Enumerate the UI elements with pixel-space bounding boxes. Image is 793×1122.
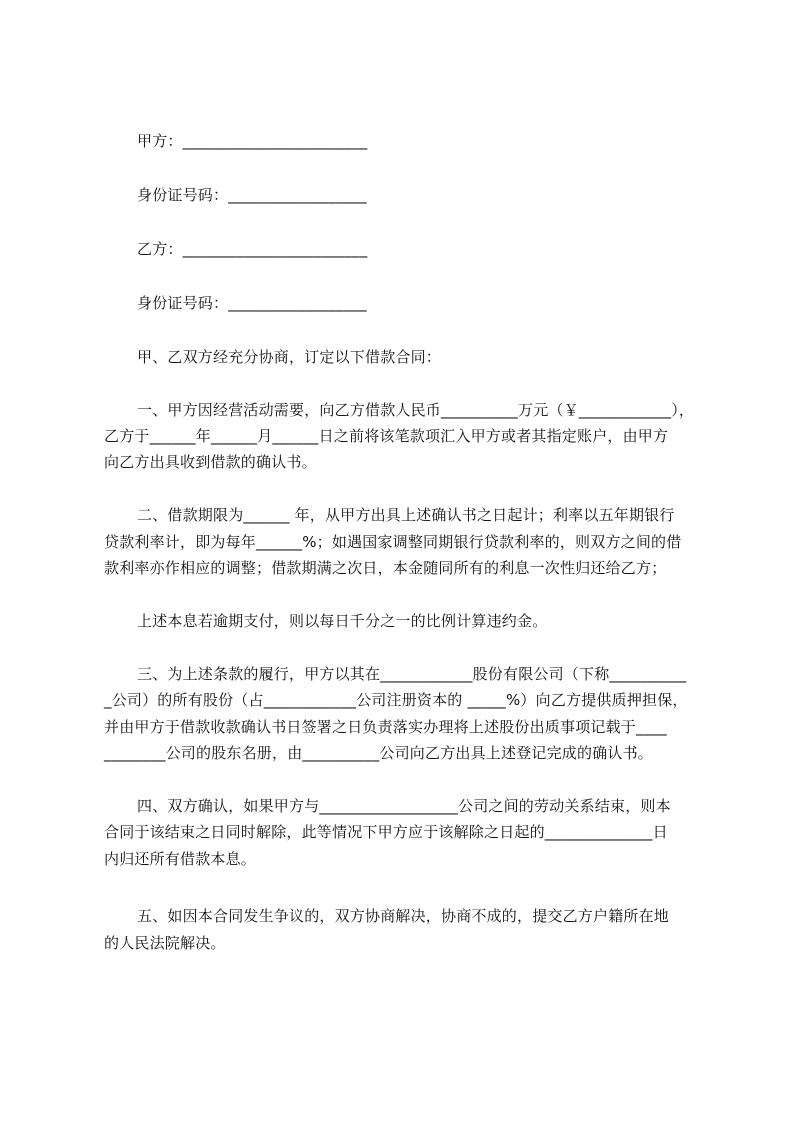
clause-4-line-2: 合同于该结束之日同时解除，此等情况下甲方应于该解除之日起的______________日 (104, 823, 668, 841)
intro-paragraph: 甲、乙双方经充分协商，订定以下借款合同： (137, 348, 442, 366)
clause-4-line-3: 内归还所有借款本息。 (104, 850, 257, 868)
clause-2-line-2: 贷款利率计，即为每年______%；如遇国家调整同期银行贷款利率的，则双方之间的借 (104, 533, 682, 551)
clause-5-line-1: 五、如因本合同发生争议的，双方协商解决，协商不成的，提交乙方户籍所在地 (137, 907, 670, 925)
clause-2-line-3: 款利率亦作相应的调整；借款期满之次日，本金随同所有的利息一次性归还给乙方； (104, 559, 667, 577)
clause-3-line-3: 并由甲方于借款收款确认书日签署之日负责落实办理将上述股份出质事项记载于____ (104, 718, 667, 736)
clause-4-line-1: 四、双方确认，如果甲方与__________________公司之间的劳动关系结束，则本 (137, 797, 671, 815)
clause-5-line-2: 的人民法院解决。 (104, 934, 226, 952)
party-b-field: 乙方：________________________ (137, 240, 368, 258)
party-a-id-field: 身份证号码：__________________ (137, 186, 367, 204)
clause-1-line-2: 乙方于______年______月______日之前将该笔款项汇入甲方或者其指定账户，由甲方 (104, 427, 669, 445)
clause-3-line-4: ________公司的股东名册，由__________公司向乙方出具上述登记完成的确认书。 (104, 744, 654, 762)
clause-3-line-1: 三、为上述条款的履行，甲方以其在____________股份有限公司（下称__________ (137, 665, 687, 683)
party-a-field: 甲方：________________________ (137, 132, 368, 150)
penalty-paragraph: 上述本息若逾期支付，则以每日千分之一的比例计算违约金。 (137, 612, 548, 630)
clause-3-line-2: _公司）的所有股份（占____________公司注册资本的 _____%）向乙方提供质押担保， (104, 691, 688, 709)
clause-1-line-1: 一、甲方因经营活动需要，向乙方借款人民币__________万元（￥____________）， (137, 401, 695, 419)
clause-1-line-3: 向乙方出具收到借款的确认书。 (104, 453, 317, 471)
clause-2-line-1: 二、借款期限为______ 年，从甲方出具上述确认书之日起计；利率以五年期银行 (137, 506, 675, 524)
party-b-id-field: 身份证号码：__________________ (137, 294, 367, 312)
